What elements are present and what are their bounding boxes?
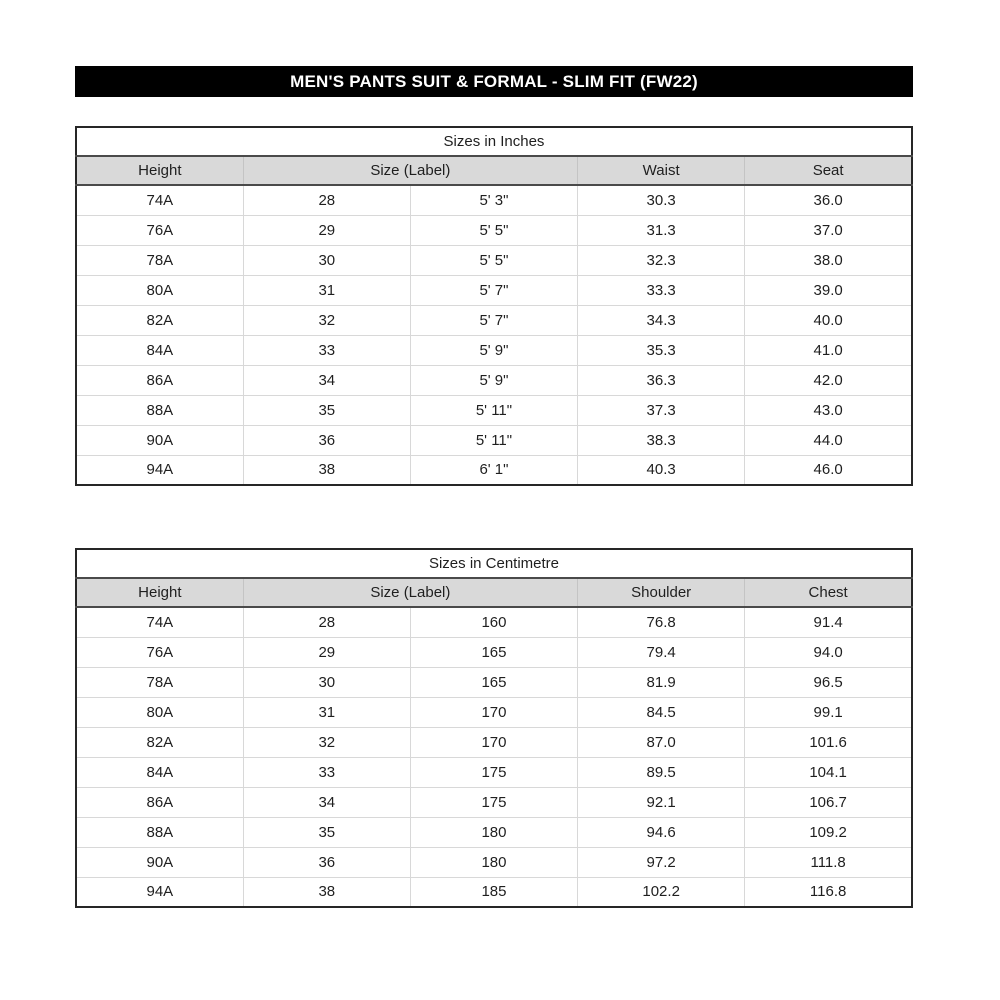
table-cell: 97.2 — [578, 847, 745, 877]
col-header-size-label: Size (Label) — [243, 578, 577, 607]
table-cell: 82A — [76, 727, 243, 757]
col-header-shoulder: Shoulder — [578, 578, 745, 607]
col-header-waist: Waist — [578, 156, 745, 185]
table-cell: 5' 7" — [410, 305, 577, 335]
table-row — [76, 817, 912, 847]
table-cell: 94.0 — [745, 637, 912, 667]
table-cell: 32 — [243, 305, 410, 335]
table-cell: 29 — [243, 637, 410, 667]
table-cell: 106.7 — [745, 787, 912, 817]
table-cell: 35 — [243, 395, 410, 425]
table-cell: 6' 1" — [410, 455, 577, 485]
table-cell: 88A — [76, 395, 243, 425]
table-cell: 38.0 — [745, 245, 912, 275]
table-cell: 99.1 — [745, 697, 912, 727]
table-row — [76, 757, 912, 787]
table-cell: 40.3 — [578, 455, 745, 485]
inches-table-header-row — [76, 156, 912, 185]
inches-table — [75, 126, 913, 486]
centimetre-table-title-row — [76, 549, 912, 578]
centimetre-table — [75, 548, 913, 908]
table-row — [76, 365, 912, 395]
table-cell: 175 — [410, 757, 577, 787]
table-cell: 79.4 — [578, 637, 745, 667]
table-cell: 33 — [243, 757, 410, 787]
table-cell: 76.8 — [578, 607, 745, 637]
table-cell: 180 — [410, 817, 577, 847]
table-cell: 38 — [243, 455, 410, 485]
table-cell: 86A — [76, 365, 243, 395]
table-cell: 28 — [243, 185, 410, 215]
table-cell: 30 — [243, 667, 410, 697]
table-cell: 5' 3" — [410, 185, 577, 215]
table-cell: 5' 9" — [410, 335, 577, 365]
table-row — [76, 727, 912, 757]
table-cell: 34.3 — [578, 305, 745, 335]
table-row — [76, 425, 912, 455]
table-cell: 84.5 — [578, 697, 745, 727]
table-cell: 84A — [76, 335, 243, 365]
table-cell: 5' 5" — [410, 245, 577, 275]
table-row — [76, 305, 912, 335]
table-cell: 89.5 — [578, 757, 745, 787]
table-cell: 36 — [243, 847, 410, 877]
table-cell: 31 — [243, 697, 410, 727]
table-row — [76, 395, 912, 425]
table-cell: 175 — [410, 787, 577, 817]
table-cell: 39.0 — [745, 275, 912, 305]
table-cell: 36.3 — [578, 365, 745, 395]
table-cell: 165 — [410, 637, 577, 667]
table-cell: 80A — [76, 275, 243, 305]
table-cell: 180 — [410, 847, 577, 877]
table-cell: 74A — [76, 607, 243, 637]
table-cell: 82A — [76, 305, 243, 335]
table-cell: 35 — [243, 817, 410, 847]
table-row — [76, 667, 912, 697]
table-cell: 34 — [243, 365, 410, 395]
table-cell: 31.3 — [578, 215, 745, 245]
table-cell: 170 — [410, 727, 577, 757]
table-cell: 104.1 — [745, 757, 912, 787]
table-cell: 101.6 — [745, 727, 912, 757]
table-cell: 102.2 — [578, 877, 745, 907]
table-cell: 33 — [243, 335, 410, 365]
table-cell: 31 — [243, 275, 410, 305]
table-cell: 38 — [243, 877, 410, 907]
table-row — [76, 607, 912, 637]
table-cell: 42.0 — [745, 365, 912, 395]
table-row — [76, 637, 912, 667]
table-cell: 37.0 — [745, 215, 912, 245]
table-cell: 165 — [410, 667, 577, 697]
table-cell: 38.3 — [578, 425, 745, 455]
table-cell: 34 — [243, 787, 410, 817]
table-cell: 116.8 — [745, 877, 912, 907]
table-cell: 36.0 — [745, 185, 912, 215]
table-cell: 91.4 — [745, 607, 912, 637]
table-cell: 94A — [76, 455, 243, 485]
table-row — [76, 877, 912, 907]
table-cell: 5' 11" — [410, 395, 577, 425]
table-cell: 30 — [243, 245, 410, 275]
table-row — [76, 847, 912, 877]
col-header-height: Height — [76, 578, 243, 607]
table-cell: 90A — [76, 847, 243, 877]
table-cell: 185 — [410, 877, 577, 907]
table-row — [76, 215, 912, 245]
table-cell: 84A — [76, 757, 243, 787]
table-cell: 43.0 — [745, 395, 912, 425]
col-header-chest: Chest — [745, 578, 912, 607]
table-cell: 111.8 — [745, 847, 912, 877]
table-cell: 36 — [243, 425, 410, 455]
centimetre-table-body — [76, 607, 912, 907]
table-cell: 76A — [76, 637, 243, 667]
table-cell: 30.3 — [578, 185, 745, 215]
table-cell: 40.0 — [745, 305, 912, 335]
inches-table-title: Sizes in Inches — [76, 127, 912, 156]
table-row — [76, 697, 912, 727]
table-cell: 37.3 — [578, 395, 745, 425]
table-cell: 28 — [243, 607, 410, 637]
table-cell: 96.5 — [745, 667, 912, 697]
table-cell: 5' 7" — [410, 275, 577, 305]
table-cell: 32 — [243, 727, 410, 757]
table-cell: 44.0 — [745, 425, 912, 455]
inches-table-body — [76, 185, 912, 485]
table-cell: 46.0 — [745, 455, 912, 485]
table-row — [76, 275, 912, 305]
table-cell: 94.6 — [578, 817, 745, 847]
table-cell: 87.0 — [578, 727, 745, 757]
table-cell: 76A — [76, 215, 243, 245]
table-cell: 78A — [76, 245, 243, 275]
col-header-height: Height — [76, 156, 243, 185]
table-cell: 109.2 — [745, 817, 912, 847]
table-cell: 41.0 — [745, 335, 912, 365]
table-cell: 160 — [410, 607, 577, 637]
inches-table-title-row — [76, 127, 912, 156]
table-row — [76, 245, 912, 275]
col-header-size-label: Size (Label) — [243, 156, 577, 185]
table-cell: 5' 11" — [410, 425, 577, 455]
table-cell: 5' 5" — [410, 215, 577, 245]
table-cell: 5' 9" — [410, 365, 577, 395]
table-cell: 78A — [76, 667, 243, 697]
table-row — [76, 787, 912, 817]
centimetre-table-header-row — [76, 578, 912, 607]
table-cell: 90A — [76, 425, 243, 455]
table-row — [76, 455, 912, 485]
chart-title-banner: MEN'S PANTS SUIT & FORMAL - SLIM FIT (FW22) — [75, 66, 913, 97]
table-row — [76, 185, 912, 215]
table-cell: 74A — [76, 185, 243, 215]
table-row — [76, 335, 912, 365]
table-cell: 81.9 — [578, 667, 745, 697]
table-cell: 170 — [410, 697, 577, 727]
table-cell: 35.3 — [578, 335, 745, 365]
centimetre-table-title: Sizes in Centimetre — [76, 549, 912, 578]
table-cell: 88A — [76, 817, 243, 847]
table-cell: 86A — [76, 787, 243, 817]
table-cell: 80A — [76, 697, 243, 727]
col-header-seat: Seat — [745, 156, 912, 185]
table-cell: 92.1 — [578, 787, 745, 817]
table-cell: 29 — [243, 215, 410, 245]
table-cell: 33.3 — [578, 275, 745, 305]
table-cell: 94A — [76, 877, 243, 907]
table-cell: 32.3 — [578, 245, 745, 275]
